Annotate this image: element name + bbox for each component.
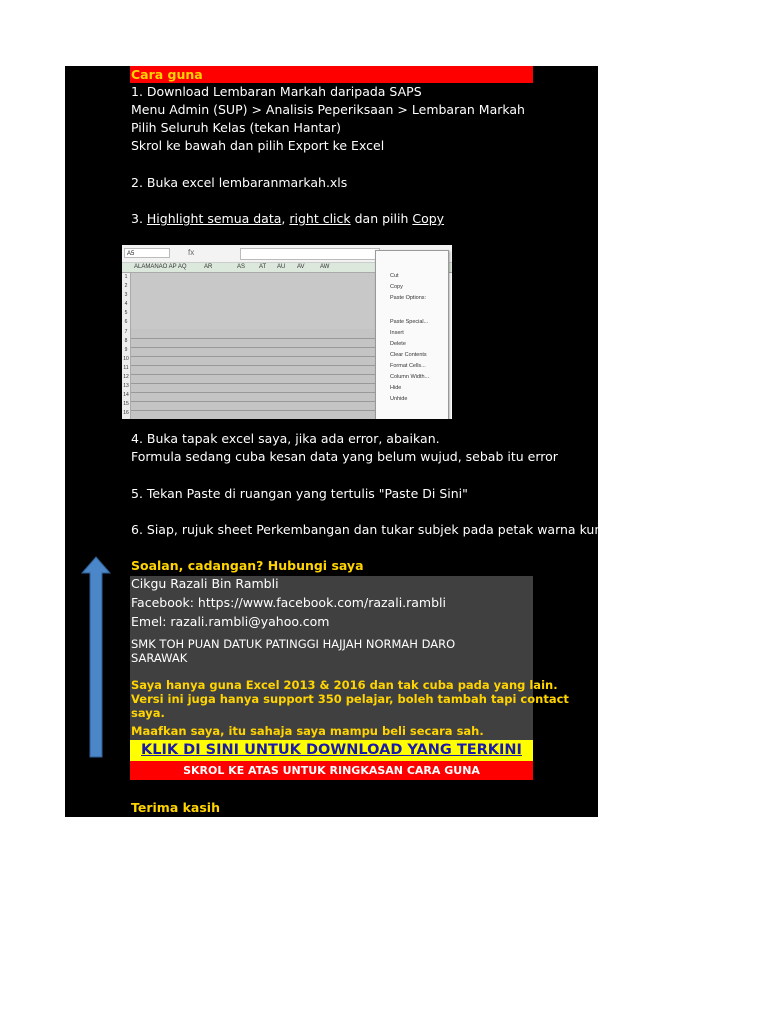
page-title: Cara guna — [131, 67, 203, 82]
step-3-copy: Copy — [412, 211, 445, 226]
up-arrow-icon[interactable] — [81, 556, 111, 758]
contact-name: Cikgu Razali Bin Rambli — [131, 576, 279, 591]
note-line-2: Versi ini juga hanya support 350 pelajar, boleh tambah tapi contact — [131, 692, 569, 706]
step-3 — [131, 211, 444, 227]
row-number: 11 — [123, 364, 129, 371]
row-number: 10 — [123, 355, 129, 362]
row-number: 7 — [124, 328, 128, 335]
menu-delete: Delete — [390, 341, 406, 347]
row-number: 1 — [124, 274, 128, 280]
row-number: 9 — [124, 346, 128, 353]
step-2: 2. Buka excel lembaranmarkah.xls — [131, 175, 348, 190]
menu-cut: Cut — [390, 273, 399, 279]
excel-screenshot — [122, 245, 452, 419]
row-number: 16 — [123, 410, 129, 417]
step-3-comma: , — [281, 211, 290, 226]
fx-icon: fx — [188, 248, 195, 257]
step-3-prefix: 3. — [131, 211, 147, 226]
row-number: 5 — [124, 310, 128, 317]
step-1-line-4: Skrol ke bawah dan pilih Export ke Excel — [131, 138, 385, 153]
step-6: 6. Siap, rujuk sheet Perkembangan dan tukar subjek pada petak warna kuning — [131, 522, 622, 537]
column-header: AU — [277, 264, 286, 270]
column-header: AR — [204, 264, 213, 270]
column-header: AW — [320, 264, 330, 270]
contact-heading: Soalan, cadangan? Hubungi saya — [131, 558, 364, 573]
contact-facebook[interactable]: Facebook: https://www.facebook.com/razali.rambli — [131, 595, 446, 610]
scroll-up-bar[interactable] — [130, 761, 533, 780]
step-3-right-click: right click — [289, 211, 351, 226]
row-number: 8 — [124, 337, 128, 344]
step-4-line-2: Formula sedang cuba kesan data yang belum wujud, sebab itu error — [131, 449, 558, 464]
column-header: AS — [237, 264, 246, 270]
menu-column-width: Column Width... — [390, 374, 430, 380]
note-line-1: Saya hanya guna Excel 2013 & 2016 dan tak cuba pada yang lain. — [131, 678, 558, 692]
menu-paste-special: Paste Special... — [390, 319, 429, 325]
scroll-up-link[interactable]: SKROL KE ATAS UNTUK RINGKASAN CARA GUNA — [183, 764, 480, 777]
menu-hide: Hide — [390, 385, 402, 391]
name-box: A5 — [124, 248, 170, 258]
school-line-2: SARAWAK — [131, 651, 188, 665]
step-1-line-1: 1. Download Lembaran Markah daripada SAPS — [131, 84, 422, 99]
menu-format-cells: Format Cells... — [390, 363, 426, 369]
row-number: 14 — [123, 392, 129, 399]
column-header: ALAMANAO AP AQ — [134, 264, 187, 270]
thanks-text: Terima kasih — [131, 800, 220, 815]
school-line-1: SMK TOH PUAN DATUK PATINGGI HAJJAH NORMAH DARO — [131, 637, 456, 651]
contact-email[interactable]: Emel: razali.rambli@yahoo.com — [131, 614, 330, 629]
download-link[interactable]: KLIK DI SINI UNTUK DOWNLOAD YANG TERKINI — [141, 742, 522, 758]
note-line-3: saya. — [131, 706, 165, 720]
row-number: 13 — [123, 383, 129, 390]
row-number: 12 — [123, 374, 129, 381]
row-number: 4 — [124, 301, 128, 308]
row-number: 6 — [124, 319, 128, 326]
row-headers — [122, 273, 131, 419]
menu-paste-options: Paste Options: — [390, 295, 427, 301]
apology-text: Maafkan saya, itu sahaja saya mampu beli secara sah. — [131, 724, 484, 738]
column-header: AT — [259, 264, 267, 270]
step-1-line-3: Pilih Seluruh Kelas (tekan Hantar) — [131, 120, 342, 135]
row-number: 3 — [124, 292, 128, 299]
step-4-line-1: 4. Buka tapak excel saya, jika ada error, abaikan. — [131, 431, 440, 446]
download-link-bar[interactable] — [130, 740, 533, 761]
step-3-mid: dan pilih — [350, 211, 413, 226]
column-header: AV — [297, 264, 305, 270]
context-menu — [375, 250, 449, 419]
menu-insert: Insert — [390, 330, 404, 336]
menu-clear-contents: Clear Contents — [390, 352, 427, 358]
menu-copy: Copy — [390, 284, 403, 290]
title-bar — [130, 66, 533, 83]
step-5: 5. Tekan Paste di ruangan yang tertulis "Paste Di Sini" — [131, 486, 468, 501]
formula-input — [240, 248, 380, 260]
row-number: 15 — [123, 401, 129, 408]
row-number: 2 — [124, 283, 128, 290]
step-3-highlight: Highlight semua data — [146, 211, 282, 226]
step-1-line-2: Menu Admin (SUP) > Analisis Peperiksaan > Lembaran Markah — [131, 102, 525, 117]
menu-unhide: Unhide — [390, 396, 408, 402]
